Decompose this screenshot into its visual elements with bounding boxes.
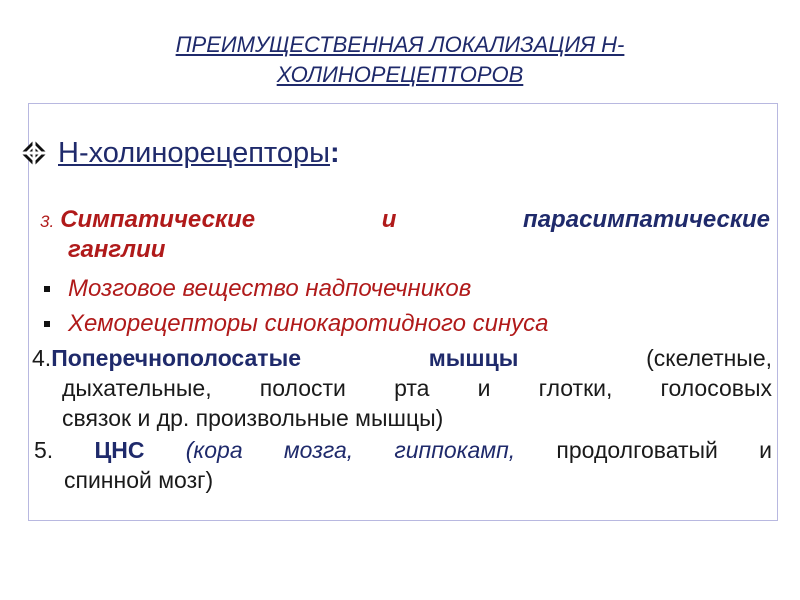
item-4-line-3: связок и др. произвольные мышцы) [62,405,444,431]
list-item-5 [34,435,772,495]
item-3-word-sympathetic: Симпатические [60,206,256,233]
ornament-diamond-icon [20,139,48,167]
item-5-bold: ЦНС [94,437,145,463]
list-item [40,275,471,303]
bullet-text: Хеморецепторы синокаротидного синуса [68,310,549,337]
list-item-4 [32,343,772,433]
item-5-rest: продолговатый и [556,437,773,463]
bullet-square-icon [44,286,50,292]
title-line-2: ХОЛИНОРЕЦЕПТОРОВ [276,62,524,87]
item-3-word-and: и [381,206,397,233]
item-5-italic: (кора мозга, гиппокамп, [185,437,516,463]
heading-text: Н-холинорецепторы [58,136,330,169]
item-3-number: 3. [40,212,55,231]
item-4-bold-2: мышцы [428,345,519,371]
item-4-number: 4. [32,345,52,371]
title-line-1: ПРЕИМУЩЕСТВЕННАЯ ЛОКАЛИЗАЦИЯ Н- [175,32,625,57]
item-4-line-2: дыхательные, полости рта и глотки, голосовых [62,375,772,401]
item-4-bold: Поперечнополосатые [51,345,301,371]
item-4-rest: (скелетные, [646,345,773,371]
bullet-square-icon [44,321,50,327]
item-5-number: 5. [34,437,54,463]
item-3-word-parasympathetic: парасимпатические [523,206,770,233]
page-title [60,30,740,90]
list-item [40,310,549,338]
list-item-3 [40,206,770,264]
section-heading [20,133,340,173]
item-3-word-ganglia: ганглии [68,236,166,263]
item-5-line-2: спинной мозг) [64,467,214,493]
bullet-text: Мозговое вещество надпочечников [68,275,472,302]
heading-colon: : [329,136,340,169]
